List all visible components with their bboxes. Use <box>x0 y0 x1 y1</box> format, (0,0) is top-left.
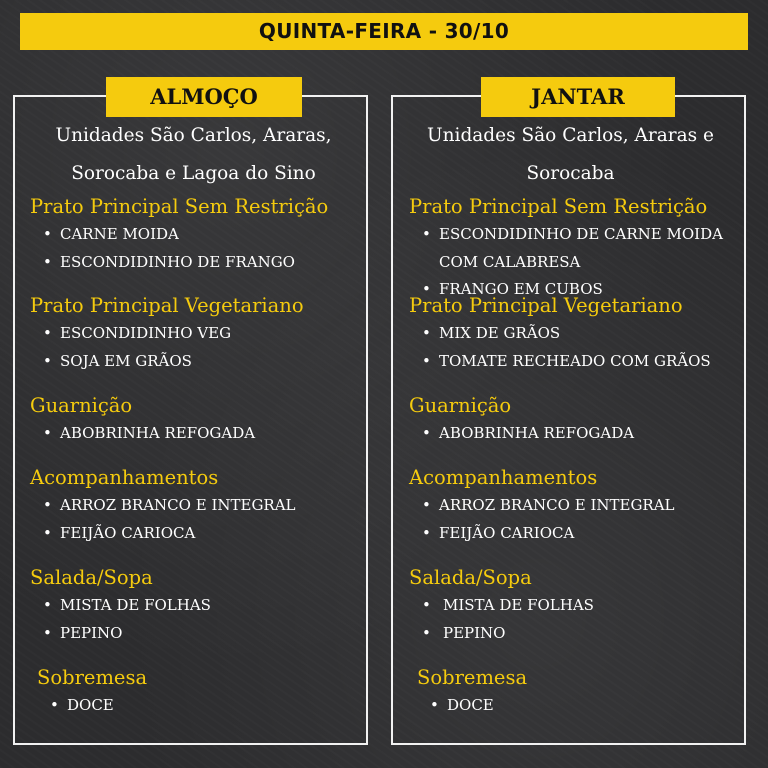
section-title: Prato Principal Vegetariano <box>30 294 304 317</box>
lunch-section-veg <box>30 293 358 375</box>
section-title: Prato Principal Sem Restrição <box>409 195 708 218</box>
dinner-section-main <box>409 194 736 302</box>
section-title: Prato Principal Sem Restrição <box>30 195 329 218</box>
lunch-section-dessert <box>37 665 358 719</box>
list-item: • ABOBRINHA REFOGADA <box>409 419 736 447</box>
lunch-units: Unidades São Carlos, Araras, Sorocaba e Lagoa do Sino <box>55 125 332 184</box>
lunch-section-main <box>30 194 358 276</box>
list-item: • ARROZ BRANCO E INTEGRAL <box>30 491 358 519</box>
section-title: Guarnição <box>30 394 133 417</box>
list-item: • FRANGO EM CUBOS <box>409 276 736 302</box>
list-item: • DOCE <box>37 691 358 719</box>
list-item: • MIX DE GRÃOS <box>409 319 736 347</box>
list-item: • ABOBRINHA REFOGADA <box>30 419 358 447</box>
dinner-units: Unidades São Carlos, Araras e Sorocaba <box>427 125 714 184</box>
section-title: Acompanhamentos <box>409 466 598 489</box>
section-title: Salada/Sopa <box>30 566 153 589</box>
section-title: Acompanhamentos <box>30 466 219 489</box>
list-item: • PEPINO <box>409 619 736 647</box>
section-title: Prato Principal Vegetariano <box>409 294 683 317</box>
dinner-panel <box>391 84 746 745</box>
lunch-section-accomp <box>30 465 358 547</box>
list-item: • TOMATE RECHEADO COM GRÃOS <box>409 347 736 375</box>
lunch-section-salad <box>30 565 358 647</box>
section-title: Sobremesa <box>37 666 148 689</box>
list-item: • FEIJÃO CARIOCA <box>30 519 358 547</box>
dinner-section-salad <box>409 565 736 647</box>
lunch-section-side <box>30 393 358 447</box>
list-item: • ESCONDIDINHO DE FRANGO <box>30 248 358 276</box>
list-item: • SOJA EM GRÃOS <box>30 347 358 375</box>
section-title: Guarnição <box>409 394 512 417</box>
list-item: • MISTA DE FOLHAS <box>409 591 736 619</box>
dinner-label: JANTAR <box>481 77 675 117</box>
dinner-section-accomp <box>409 465 736 547</box>
list-item: • FEIJÃO CARIOCA <box>409 519 736 547</box>
lunch-panel <box>13 84 368 745</box>
list-item: • CARNE MOIDA <box>30 220 358 248</box>
dinner-section-dessert <box>417 665 736 719</box>
list-item: • ESCONDIDINHO DE CARNE MOIDA COM CALABRESA <box>409 220 736 276</box>
list-item: • MISTA DE FOLHAS <box>30 591 358 619</box>
dinner-section-veg <box>409 293 736 375</box>
section-title: Salada/Sopa <box>409 566 532 589</box>
list-item: • DOCE <box>417 691 736 719</box>
list-item: • PEPINO <box>30 619 358 647</box>
date-banner: QUINTA-FEIRA - 30/10 <box>20 13 748 50</box>
list-item: • ARROZ BRANCO E INTEGRAL <box>409 491 736 519</box>
dinner-section-side <box>409 393 736 447</box>
lunch-label: ALMOÇO <box>106 77 302 117</box>
list-item: • ESCONDIDINHO VEG <box>30 319 358 347</box>
section-title: Sobremesa <box>417 666 528 689</box>
